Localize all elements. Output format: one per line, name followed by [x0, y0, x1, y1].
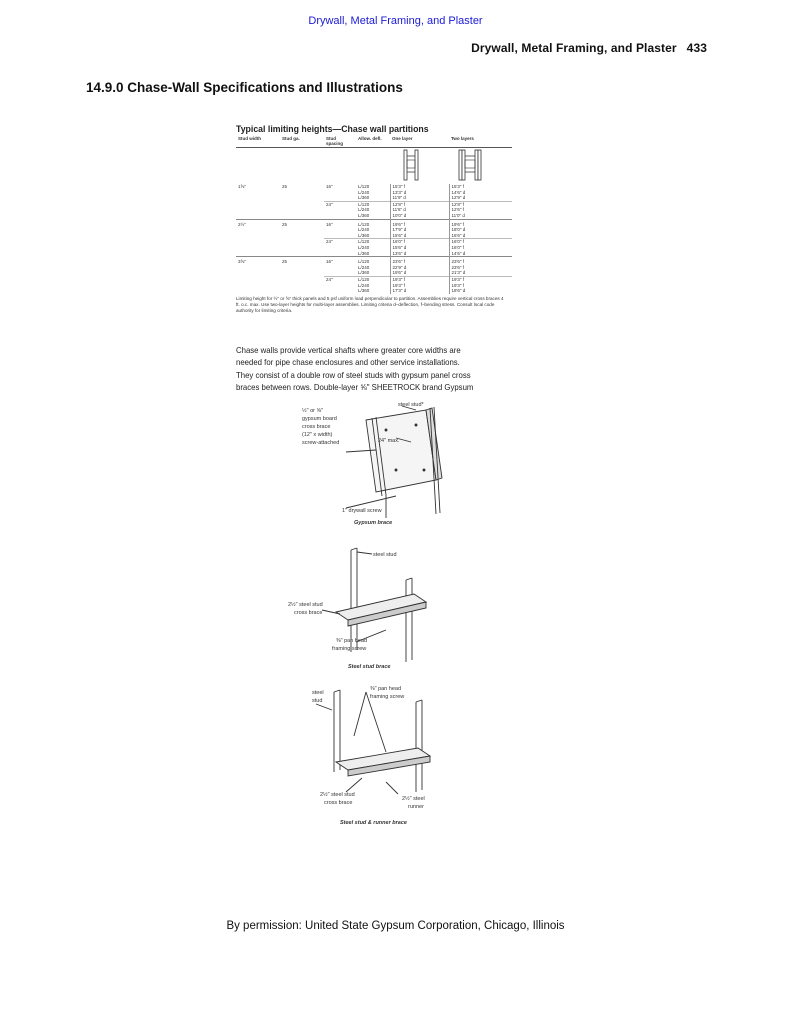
- table-cell: 11'9" d: [390, 195, 449, 201]
- table-cell: 11'0" d: [449, 213, 512, 219]
- table-cell: 14'6" d: [449, 190, 512, 196]
- d2-caption: Steel stud brace: [348, 663, 391, 670]
- table-cell: 15'3" f: [390, 184, 449, 190]
- table-cell: 16": [326, 184, 333, 189]
- col-header: Allow. defl.: [356, 135, 390, 148]
- col-header: Two layers: [449, 135, 512, 148]
- table-row: [236, 219, 512, 227]
- table-cell: 19'3" f: [449, 276, 512, 282]
- table-cell: L/120: [356, 219, 390, 227]
- table-footnote: Limiting height for ½" or ⅝" thick panels and 5 psf uniform load perpendicular to partition. Assemblies require vertical cross braces 4 ft. o.c. max. Use two-layer heights for multi-layer assemblies. Limiting criteria d–deflection, f–bending stress. Consult local code authority for limiting criteria.: [236, 295, 504, 313]
- steel-stud-runner-brace-diagram: [236, 682, 516, 832]
- limiting-heights-table: [236, 135, 512, 294]
- table-cell: 14'6" d: [449, 251, 512, 257]
- gypsum-brace-diagram: [236, 400, 516, 540]
- d1-stud-label: steel stud*: [398, 401, 424, 408]
- d1-caption: Gypsum brace: [354, 519, 393, 526]
- col-header: Stud spacing: [324, 135, 356, 148]
- description-line: They consist of a double row of steel studs with gypsum panel cross: [236, 369, 471, 380]
- table-cell: 18'6" d: [449, 288, 512, 294]
- table-header-row: [236, 135, 512, 148]
- table-cell: 19'6" d: [390, 270, 449, 276]
- table-cell: 24": [324, 276, 356, 282]
- d1-board-label: (12" x width): [302, 431, 333, 438]
- d3-screw-label: ⅜" pan head: [370, 685, 402, 692]
- table-cell: 24": [324, 201, 356, 207]
- col-header: Stud ga.: [280, 135, 324, 148]
- table-cell: 22'9" d: [390, 265, 449, 271]
- table-cell: 25: [282, 184, 288, 189]
- table-cell: 3⅝": [236, 257, 280, 265]
- table-cell: 19'3" f: [449, 283, 512, 289]
- one-layer-icon: [390, 148, 449, 185]
- table-cell: 17'9" d: [390, 227, 449, 233]
- table-cell: [324, 288, 356, 294]
- table-cell: 13'6" d: [390, 251, 449, 257]
- table-cell: 19'6" f: [390, 219, 449, 227]
- table-cell: L/240: [358, 282, 370, 288]
- table-cell: 15'3" f: [449, 184, 512, 190]
- d3-brace-label: cross brace: [324, 799, 353, 806]
- d1-board-label: ½" or ⅝": [302, 407, 324, 414]
- d3-stud-label: stud: [312, 697, 323, 704]
- d1-board-label: cross brace: [302, 423, 331, 430]
- table-cell: 23'6" f: [449, 257, 512, 265]
- table-cell: 11'6" d: [390, 207, 449, 213]
- table-cell: L/240: [358, 189, 370, 195]
- table-cell: L/240: [358, 264, 370, 270]
- top-link[interactable]: Drywall, Metal Framing, and Plaster: [308, 15, 483, 27]
- table-row: [236, 288, 512, 294]
- table-cell: 17'3" d: [390, 288, 449, 294]
- table-cell: 19'3" f: [390, 283, 449, 289]
- assembly-icons-row: [236, 148, 512, 185]
- table-cell: L/120: [356, 201, 390, 207]
- table-cell: L/120: [358, 184, 370, 189]
- table-cell: 21'3" d: [449, 270, 512, 276]
- table-cell: 1⅝": [238, 184, 246, 189]
- table-cell: 12'6" f: [449, 207, 512, 213]
- d3-stud-label: steel: [312, 689, 324, 696]
- figure-chase-wall: [236, 124, 516, 832]
- table-cell: 16'6" d: [449, 233, 512, 239]
- table-cell: L/120: [356, 239, 390, 245]
- d1-board-label: gypsum board: [302, 415, 337, 422]
- table-cell: 15'6" d: [390, 233, 449, 239]
- description-line: Chase walls provide vertical shafts where greater core widths are: [236, 344, 461, 355]
- table-cell: L/120: [356, 257, 390, 265]
- table-cell: [280, 288, 324, 294]
- col-header: Stud width: [236, 135, 280, 148]
- description-line: needed for pipe chase enclosures and other service installations.: [236, 357, 460, 368]
- table-cell: 12'9" d: [449, 195, 512, 201]
- table-cell: 15'6" d: [390, 245, 449, 251]
- section-title: 14.9.0 Chase-Wall Specifications and Illustrations: [86, 80, 403, 95]
- d3-screw-label: framing screw: [370, 693, 405, 700]
- table-cell: 16'0" f: [390, 239, 449, 245]
- table-cell: 24": [324, 239, 356, 245]
- table-cell: L/360: [358, 232, 370, 238]
- table-cell: 16": [324, 219, 356, 227]
- table-cell: L/240: [358, 207, 370, 213]
- table-cell: L/360: [358, 195, 370, 201]
- table-cell: 19'6" f: [449, 219, 512, 227]
- d3-caption: Steel stud & runner brace: [340, 819, 407, 826]
- table-row: [236, 257, 512, 265]
- d2-brace-label: 2½" steel stud: [288, 601, 323, 608]
- steel-stud-brace-diagram: [236, 542, 516, 682]
- table-cell: L/240: [358, 244, 370, 250]
- table-cell: 12'8" f: [449, 201, 512, 207]
- running-title: Drywall, Metal Framing, and Plaster: [471, 41, 677, 55]
- table-cell: 18'0" d: [449, 227, 512, 233]
- running-head: [471, 41, 707, 55]
- d3-runner-label: 2½" steel: [402, 795, 425, 802]
- d2-screw-label: framing screw: [332, 645, 367, 652]
- table-cell: 16": [324, 257, 356, 265]
- table-cell: 13'3" d: [390, 190, 449, 196]
- d2-stud-label: steel stud: [373, 551, 397, 558]
- table-cell: 23'6" f: [449, 265, 512, 271]
- table-cell: 23'6" f: [390, 257, 449, 265]
- description: [236, 344, 492, 394]
- table-cell: L/360: [358, 288, 370, 294]
- d1-board-label: screw-attached: [302, 439, 340, 446]
- d3-runner-label: runner: [408, 803, 424, 810]
- description-line: braces between rows. Double-layer ⅝" SHEETROCK brand Gypsum: [236, 382, 474, 393]
- table-cell: 16'0" f: [449, 239, 512, 245]
- table-cell: 10'0" d: [390, 213, 449, 219]
- table-cell: 16'0" f: [449, 245, 512, 251]
- table-cell: L/360: [358, 270, 370, 276]
- table-cell: 12'8" f: [390, 201, 449, 207]
- table-title: Typical limiting heights—Chase wall partitions: [236, 124, 429, 135]
- table-cell: [236, 288, 280, 294]
- d1-screw-label: 1" drywall screw: [342, 507, 382, 514]
- page-number: 433: [686, 41, 707, 55]
- table-cell: L/240: [358, 227, 370, 233]
- table-cell: L/120: [356, 276, 390, 282]
- col-header: One layer: [390, 135, 449, 148]
- table-cell: 25: [280, 257, 324, 265]
- table-cell: L/360: [358, 250, 370, 256]
- credit-line: By permission: United State Gypsum Corporation, Chicago, Illinois: [226, 920, 565, 932]
- d1-max-label: 24" max.: [378, 437, 400, 444]
- d3-brace-label: 2½" steel stud: [320, 791, 355, 798]
- d2-screw-label: ⅜" pan head: [336, 637, 368, 644]
- table-cell: 19'3" f: [390, 276, 449, 282]
- table-cell: L/360: [358, 212, 370, 218]
- two-layer-icon: [449, 148, 512, 185]
- table-cell: 2½": [236, 219, 280, 227]
- table-cell: 25: [280, 219, 324, 227]
- d2-brace-label: cross brace: [294, 609, 323, 616]
